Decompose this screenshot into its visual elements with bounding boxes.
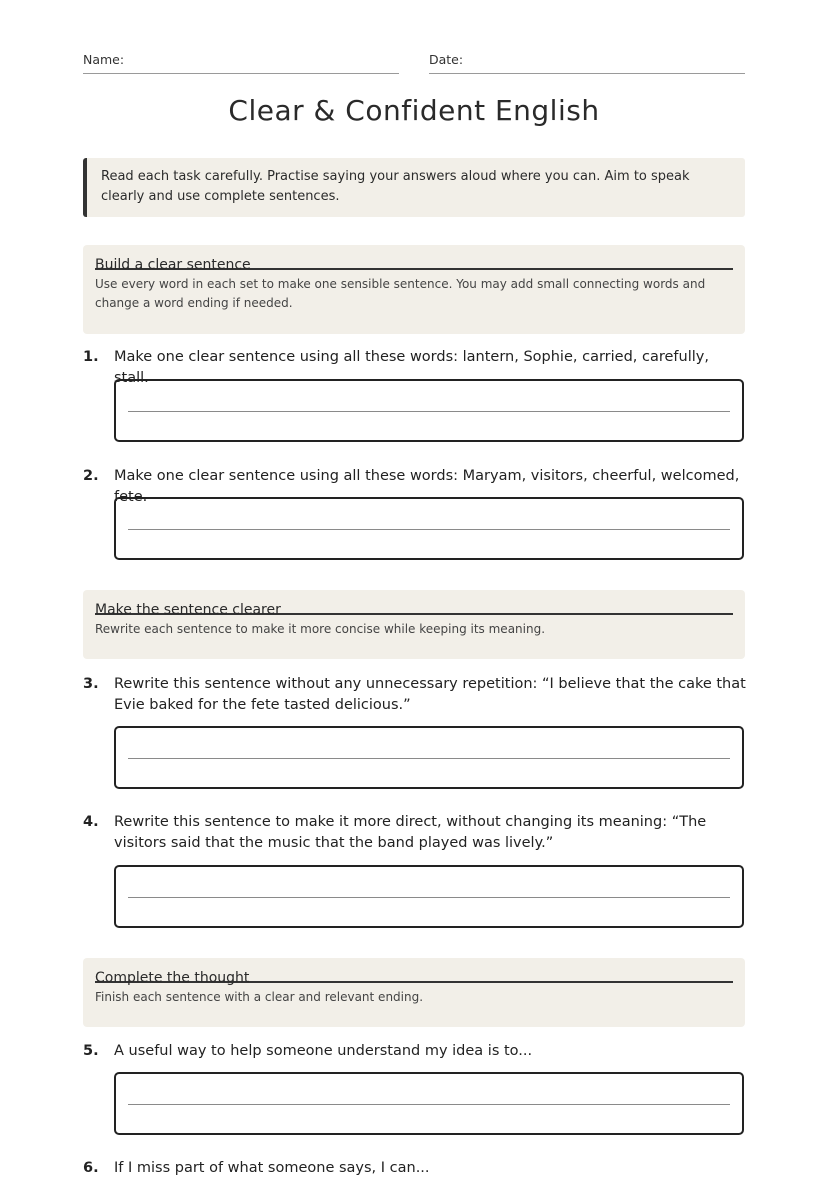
name-field[interactable]: Name: (83, 52, 399, 74)
question-number: 4. (83, 814, 99, 830)
question-number: 6. (83, 1160, 99, 1176)
answer-box-2[interactable] (114, 497, 744, 560)
question-text: Make one clear sentence using all these words: Maryam, visitors, cheerful, welcomed, fete. (114, 468, 740, 505)
question-text: Make one clear sentence using all these words: lantern, Sophie, carried, carefully, stall. (114, 349, 709, 386)
header-fields (83, 52, 745, 74)
question-number: 5. (83, 1043, 99, 1059)
answer-line (128, 897, 730, 898)
section-heading: Build a clear sentence (95, 245, 733, 270)
section-clearer-sentence (83, 590, 745, 659)
answer-line (128, 1104, 730, 1105)
question-number: 3. (83, 676, 99, 692)
question-text: If I miss part of what someone says, I can... (114, 1160, 430, 1176)
answer-box-3[interactable] (114, 726, 744, 789)
section-description: Finish each sentence with a clear and relevant ending. (95, 990, 424, 1004)
page-title: Clear & Confident English (228, 94, 600, 127)
answer-line (128, 411, 730, 412)
section-description: Use every word in each set to make one sensible sentence. You may add small connecting words and change a word ending if needed. (95, 277, 706, 310)
question-text: Rewrite this sentence without any unnecessary repetition: “I believe that the cake that Evie baked for the fete tasted delicious.” (114, 676, 746, 713)
question-number: 1. (83, 349, 99, 365)
answer-box-5[interactable] (114, 1072, 744, 1135)
section-description: Rewrite each sentence to make it more concise while keeping its meaning. (95, 622, 546, 636)
question-text: A useful way to help someone understand my idea is to... (114, 1043, 533, 1059)
answer-box-4[interactable] (114, 865, 744, 928)
section-heading: Complete the thought (95, 958, 733, 983)
answer-line (128, 758, 730, 759)
section-complete-thought (83, 958, 745, 1027)
question-number: 2. (83, 468, 99, 484)
date-field[interactable]: Date: (429, 52, 745, 74)
answer-line (128, 529, 730, 530)
intro-instructions: Read each task carefully. Practise saying your answers aloud where you can. Aim to speak clearly and use complete sentences. (83, 158, 745, 217)
section-heading: Make the sentence clearer (95, 590, 733, 615)
answer-box-1[interactable] (114, 379, 744, 442)
section-build-sentence (83, 245, 745, 334)
question-text: Rewrite this sentence to make it more direct, without changing its meaning: “The visitors said that the music that the band played was lively.” (114, 814, 707, 851)
